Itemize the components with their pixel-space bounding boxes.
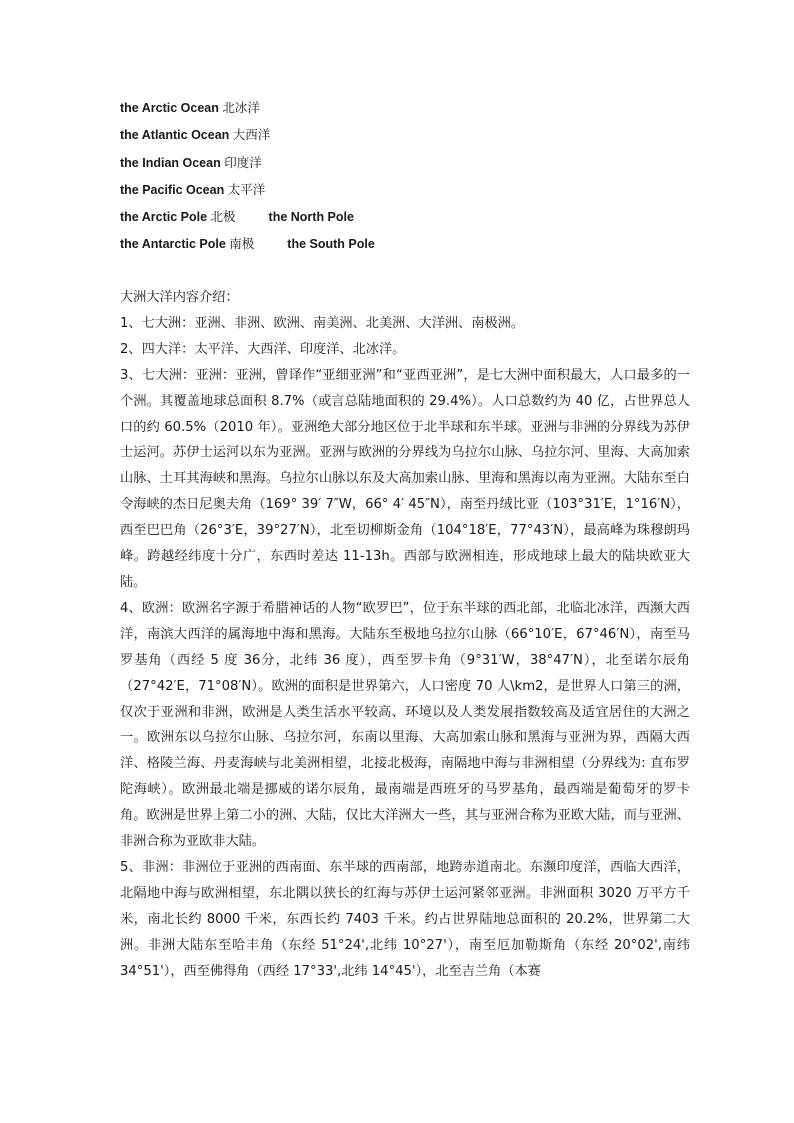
pole-chinese: 南极: [229, 237, 255, 252]
pole-english: the Antarctic Pole: [120, 237, 226, 252]
paragraph-seven-continents: 1、七大洲：亚洲、非洲、欧洲、南美洲、北美洲、大洋洲、南极洲。: [120, 315, 525, 331]
vocabulary-list: [120, 95, 375, 259]
pole-chinese: 北极: [210, 210, 236, 225]
vocab-chinese: 北冰洋: [222, 101, 260, 115]
vocab-line: [120, 150, 375, 177]
section-heading: 大洲大洋内容介绍：: [120, 290, 239, 305]
paragraph-africa: 5、非洲：非洲位于亚洲的西南面、东半球的西南部，地跨赤道南北。东濒印度洋，西临大西洋，北隔地中海与欧洲相望，东北隅以狭长的红海与苏伊士运河紧邻亚洲。非洲面积 3020 万平方千米，南北长约 8000 千米，东西长约 7403 千米。约占世界陆地总面积的 20.2%，世界第二大洲。非洲大陆东至哈丰角（东经 51°24',北纬 10°27'），南至厄加勒斯角（东经 20°02',南纬 34°51'），西至佛得角（西经 17°33',北纬 14°45'），北至吉兰角（本赛: [120, 859, 690, 979]
paragraph-four-oceans: 2、四大洋：太平洋、大西洋、印度洋、北冰洋。: [120, 341, 406, 357]
paragraph-asia: 3、七大洲：亚洲：亚洲，曾译作“亚细亚洲”和“亚西亚洲”，是七大洲中面积最大，人口最多的一个洲。其覆盖地球总面积 8.7%（或言总陆地面积的 29.4%）。人口总数约为 40 亿，占世界总人口的约 60.5%（2010 年）。亚洲绝大部分地区位于北半球和东半球。亚洲与非洲的分界线为苏伊士运河。苏伊士运河以东为亚洲。亚洲与欧洲的分界线为乌拉尔山脉、乌拉尔河、里海、大高加索山脉、土耳其海峡和黑海。乌拉尔山脉以东及大高加索山脉、里海和黑海以南为亚洲。大陆东至白令海峡的杰日尼奥夫角（169° 39′ 7″W，66° 4′ 45″N），南至丹绒比亚（103°31′E，1°16′N），西至巴巴角（26°3′E，39°27′N），北至切柳斯金角（104°18′E，77°43′N），最高峰为珠穆朗玛峰。跨越经纬度十分广，东西时差达 11-13h。西部与欧洲相连，形成地球上最大的陆块欧亚大陆。: [120, 367, 690, 590]
vocab-english: the Pacific Ocean: [120, 182, 225, 197]
vocab-english: the Atlantic Ocean: [120, 128, 230, 143]
paragraph-europe: 4、欧洲：欧洲名字源于希腊神话的人物“欧罗巴”，位于东半球的西北部，北临北冰洋，西濒大西洋，南滨大西洋的属海地中海和黑海。大陆东至极地乌拉尔山脉（66°10′E，67°46′N），南至马罗基角（西经 5 度 36分，北纬 36 度），西至罗卡角（9°31′W，38°47′N），北至诺尔辰角（27°42′E，71°08′N）。欧洲的面积是世界第六，人口密度 70 人\km2，是世界人口第三的洲，仅次于亚洲和非洲，欧洲是人类生活水平较高、环境以及人类发展指数较高及适宜居住的大洲之一。欧洲东以乌拉尔山脉、乌拉尔河，东南以里海、大高加索山脉和黑海与亚洲为界，西隔大西洋、格陵兰海、丹麦海峡与北美洲相望，北接北极海，南隔地中海与非洲相望（分界线为: 直布罗陀海峡）。欧洲最北端是挪威的诺尔辰角，最南端是西班牙的马罗基角，最西端是葡萄牙的罗卡角。欧洲是世界上第二小的洲、大陆，仅比大洋洲大一些，其与亚洲合称为亚欧大陆，而与亚洲、非洲合称为亚欧非大陆。: [120, 600, 690, 850]
pole-english-alt: the North Pole: [268, 210, 354, 225]
vocab-line: [120, 95, 375, 122]
pole-english: the Arctic Pole: [120, 210, 208, 225]
vocab-chinese: 太平洋: [227, 182, 266, 197]
vocab-chinese: 印度洋: [224, 155, 262, 170]
vocab-line: [120, 177, 375, 204]
vocab-english: the Arctic Ocean: [120, 101, 219, 115]
vocab-chinese: 大西洋: [232, 128, 271, 143]
pole-line: [120, 231, 375, 258]
article-body: [120, 285, 690, 984]
vocab-english: the Indian Ocean: [120, 155, 221, 170]
pole-english-alt: the South Pole: [287, 237, 375, 252]
pole-line: [120, 204, 375, 231]
vocab-line: [120, 122, 375, 149]
